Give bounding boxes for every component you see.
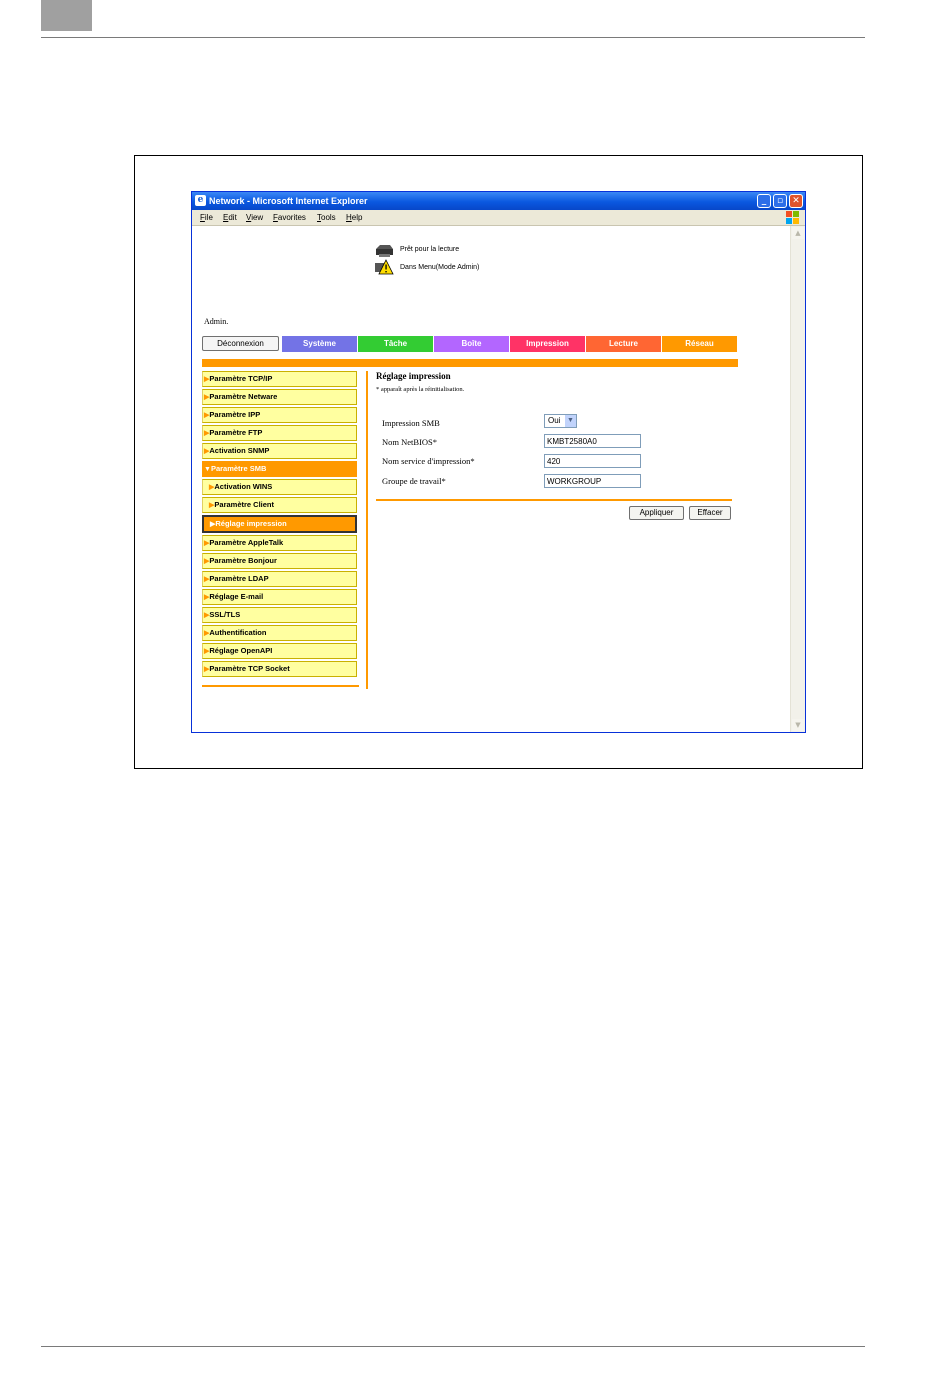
warning-icon	[374, 259, 394, 275]
form-rule	[376, 499, 732, 501]
arrow-right-icon: ▶	[204, 394, 210, 401]
arrow-right-icon: ▶	[204, 612, 210, 619]
clear-button[interactable]: Effacer	[689, 506, 731, 520]
header-rule	[41, 37, 865, 38]
sidebar-item-label: Réglage E-mail	[209, 592, 264, 601]
chevron-down-icon[interactable]: ▼	[565, 415, 576, 427]
sidebar-item-netware[interactable]	[202, 389, 357, 405]
window-title: Network - Microsoft Internet Explorer	[209, 196, 368, 206]
arrow-right-icon: ▶	[204, 540, 210, 547]
menu-file[interactable]: File	[200, 213, 213, 222]
restore-icon[interactable]: ▫	[773, 194, 787, 208]
sidebar-item-openapi[interactable]	[202, 643, 357, 659]
smb-print-value: Oui	[548, 416, 561, 425]
sidebar-item-label: Paramètre TCP Socket	[209, 664, 290, 673]
arrow-right-icon: ▶	[209, 484, 215, 491]
sidebar-item-label: Réglage impression	[215, 519, 287, 528]
smb-print-label: Impression SMB	[382, 418, 440, 428]
tab-impression[interactable]: Impression	[510, 336, 586, 352]
sidebar-item-label: Activation WINS	[214, 482, 273, 491]
arrow-right-icon: ▶	[210, 521, 216, 528]
tab-reseau[interactable]: Réseau	[662, 336, 738, 352]
reset-note: * apparaît après la réinitialisation.	[376, 386, 465, 393]
sidebar-item-label: Paramètre TCP/IP	[209, 374, 273, 383]
sidebar-item-client[interactable]	[202, 497, 357, 513]
scroll-down-icon[interactable]: ▼	[792, 719, 804, 731]
sidebar-item-snmp[interactable]	[202, 443, 357, 459]
arrow-right-icon: ▶	[204, 648, 210, 655]
sidebar-divider	[366, 371, 368, 689]
sidebar-item-wins[interactable]	[202, 479, 357, 495]
page-title: Réglage impression	[376, 371, 451, 381]
arrow-right-icon: ▶	[204, 376, 210, 383]
sidebar-item-tcp-socket[interactable]	[202, 661, 357, 677]
arrow-right-icon: ▶	[204, 558, 210, 565]
arrow-right-icon: ▶	[204, 430, 210, 437]
page-number-box	[41, 0, 92, 31]
close-icon[interactable]: ✕	[789, 194, 803, 208]
workgroup-field[interactable]	[544, 474, 641, 488]
menu-bar	[192, 210, 805, 226]
sidebar-item-bonjour[interactable]	[202, 553, 357, 569]
sidebar-item-label: Activation SNMP	[209, 446, 270, 455]
sidebar-item-label: Paramètre SMB	[210, 464, 267, 473]
smb-print-select[interactable]	[544, 414, 577, 428]
tab-tache[interactable]: Tâche	[358, 336, 434, 352]
tab-boite[interactable]: Boîte	[434, 336, 510, 352]
admin-mode-status: Dans Menu(Mode Admin)	[400, 264, 480, 271]
sidebar-item-ipp[interactable]	[202, 407, 357, 423]
windows-flag-icon	[786, 211, 799, 224]
sidebar-item-email[interactable]	[202, 589, 357, 605]
sidebar-item-label: Paramètre Netware	[209, 392, 278, 401]
logout-button[interactable]: Déconnexion	[202, 336, 279, 351]
sidebar-item-label: Paramètre IPP	[209, 410, 261, 419]
arrow-right-icon: ▶	[204, 448, 210, 455]
title-bar[interactable]	[192, 192, 805, 210]
tab-lecture[interactable]: Lecture	[586, 336, 662, 352]
netbios-label: Nom NetBIOS*	[382, 437, 438, 447]
footer-rule	[41, 1346, 865, 1347]
browser-window	[191, 191, 806, 733]
header-accent-bar	[202, 359, 738, 367]
sidebar-item-authentication[interactable]	[202, 625, 357, 641]
sidebar-item-label: Authentification	[209, 628, 267, 637]
netbios-field[interactable]	[544, 434, 641, 448]
minimize-icon[interactable]: _	[757, 194, 771, 208]
page-content	[192, 226, 791, 732]
arrow-right-icon: ▶	[204, 630, 210, 637]
arrow-right-icon: ▶	[204, 412, 210, 419]
arrow-right-icon: ▶	[204, 594, 210, 601]
sidebar-item-label: Paramètre Client	[214, 500, 274, 509]
sidebar-item-ftp[interactable]	[202, 425, 357, 441]
menu-view[interactable]: View	[246, 213, 264, 222]
sidebar-item-ldap[interactable]	[202, 571, 357, 587]
sidebar-item-ssl[interactable]	[202, 607, 357, 623]
arrow-right-icon: ▶	[204, 576, 210, 583]
sidebar-item-label: SSL/TLS	[209, 610, 241, 619]
print-service-field[interactable]	[544, 454, 641, 468]
menu-edit[interactable]: Edit	[223, 213, 237, 222]
arrow-right-icon: ▶	[209, 502, 215, 509]
ie-logo-icon: e	[195, 195, 206, 206]
sidebar-item-print-settings[interactable]	[202, 515, 357, 533]
sidebar-item-label: Paramètre FTP	[209, 428, 263, 437]
tab-systeme[interactable]: Système	[282, 336, 358, 352]
menu-favorites[interactable]: Favorites	[273, 213, 306, 222]
arrow-down-icon: ▼	[204, 466, 211, 473]
print-service-label: Nom service d'impression*	[382, 456, 475, 466]
sidebar-item-label: Paramètre AppleTalk	[209, 538, 284, 547]
menu-tools[interactable]: Tools	[317, 213, 336, 222]
scroll-up-icon[interactable]: ▲	[792, 227, 804, 239]
sidebar-item-label: Paramètre Bonjour	[209, 556, 277, 565]
vertical-scrollbar[interactable]	[790, 226, 805, 732]
sidebar-item-appletalk[interactable]	[202, 535, 357, 551]
arrow-right-icon: ▶	[204, 666, 210, 673]
printer-status: Prêt pour la lecture	[400, 246, 460, 253]
apply-button[interactable]: Appliquer	[629, 506, 684, 520]
sidebar-item-tcpip[interactable]	[202, 371, 357, 387]
user-label: Admin.	[204, 317, 229, 326]
menu-help[interactable]: Help	[346, 213, 363, 222]
sidebar-item-smb[interactable]	[202, 461, 357, 477]
workgroup-label: Groupe de travail*	[382, 476, 446, 486]
sidebar-item-label: Réglage OpenAPI	[209, 646, 273, 655]
sidebar-bottom-rule	[202, 685, 359, 687]
printer-icon	[374, 242, 394, 258]
sidebar-item-label: Paramètre LDAP	[209, 574, 269, 583]
